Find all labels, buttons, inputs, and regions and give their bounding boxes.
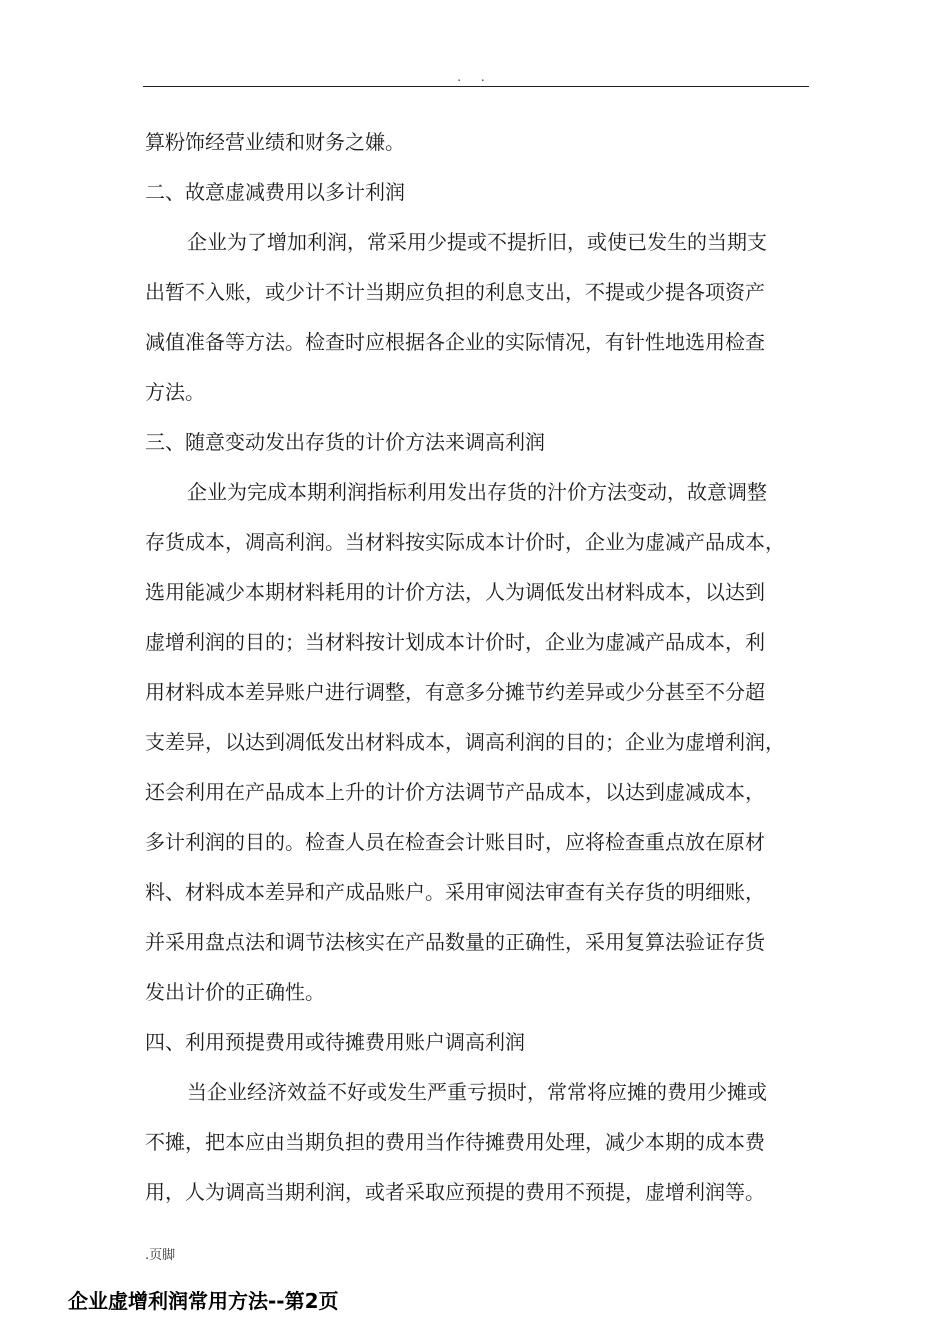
text-line: 并采用盘点法和调节法核实在产品数量的正确性，采用复算法验证存货 — [145, 930, 765, 954]
text-line: 还会利用在产品成本上升的计价方法调节产品成本，以达到虚减成本， — [145, 780, 765, 804]
text-line: 企业为了增加利润，常采用少提或不提折旧，或使已发生的当期支 — [187, 230, 767, 254]
text-line: 方法。 — [145, 380, 205, 404]
text-line: 发出计价的正确性。 — [145, 980, 325, 1004]
text-line: 存货成本，凋高利润。当材料按实际成本计价时，企业为虚减产品成本， — [145, 530, 785, 554]
text-line: 选用能减少本期材料耗用的计价方法，人为调低发出材料成本，以达到 — [145, 580, 765, 604]
document-body — [145, 117, 809, 1217]
section-heading: 二、故意虚减费用以多计利润 — [145, 180, 405, 204]
text-line: 出暂不入账，或少计不计当期应负担的利息支出，不提或少提各项资产 — [145, 280, 765, 304]
text-line: 减值准备等方法。检查时应根据各企业的实际情况，有针性地选用检查 — [145, 330, 765, 354]
section-heading: 三、随意变动发出存货的计价方法来调高利润 — [145, 430, 545, 454]
footer-label: .页脚 — [145, 1248, 176, 1263]
text-line: 用，人为调高当期利润，或者采取应预提的费用不预提，虚增利润等。 — [145, 1180, 765, 1204]
text-line: 企业为完成本期利润指标利用发出存货的汁价方法变动，故意调整 — [187, 480, 767, 504]
text-line: 支差异，以达到凋低发出材料成本，调高利润的目的；企业为虚增利润， — [145, 730, 785, 754]
text-line: 用材料成本差异账户进行调整，有意多分摊节约差异或少分甚至不分超 — [145, 680, 765, 704]
text-line: 不摊，把本应由当期负担的费用当作待摊费用处理，减少本期的成本费 — [145, 1130, 765, 1154]
text-line: 料、材料成本差异和产成品账户。采用审阅法审查有关存货的明细账， — [145, 880, 765, 904]
text-line: 算粉饰经营业绩和财务之嫌。 — [145, 130, 405, 154]
text-line: 多计利润的目的。检查人员在检查会计账目时，应将检查重点放在原材 — [145, 830, 765, 854]
page-caption: 企业虚增利润常用方法--第2页 — [68, 1289, 339, 1313]
text-line: 当企业经济效益不好或发生严重亏损时，常常将应摊的费用少摊或 — [187, 1080, 767, 1104]
section-heading: 四、利用预提费用或待摊费用账户调高利润 — [145, 1030, 525, 1054]
header-rule — [143, 86, 809, 87]
text-line: 虚增利润的目的；当材料按计划成本计价时，企业为虚减产品成本，利 — [145, 630, 765, 654]
header-marks: . . — [457, 70, 493, 84]
